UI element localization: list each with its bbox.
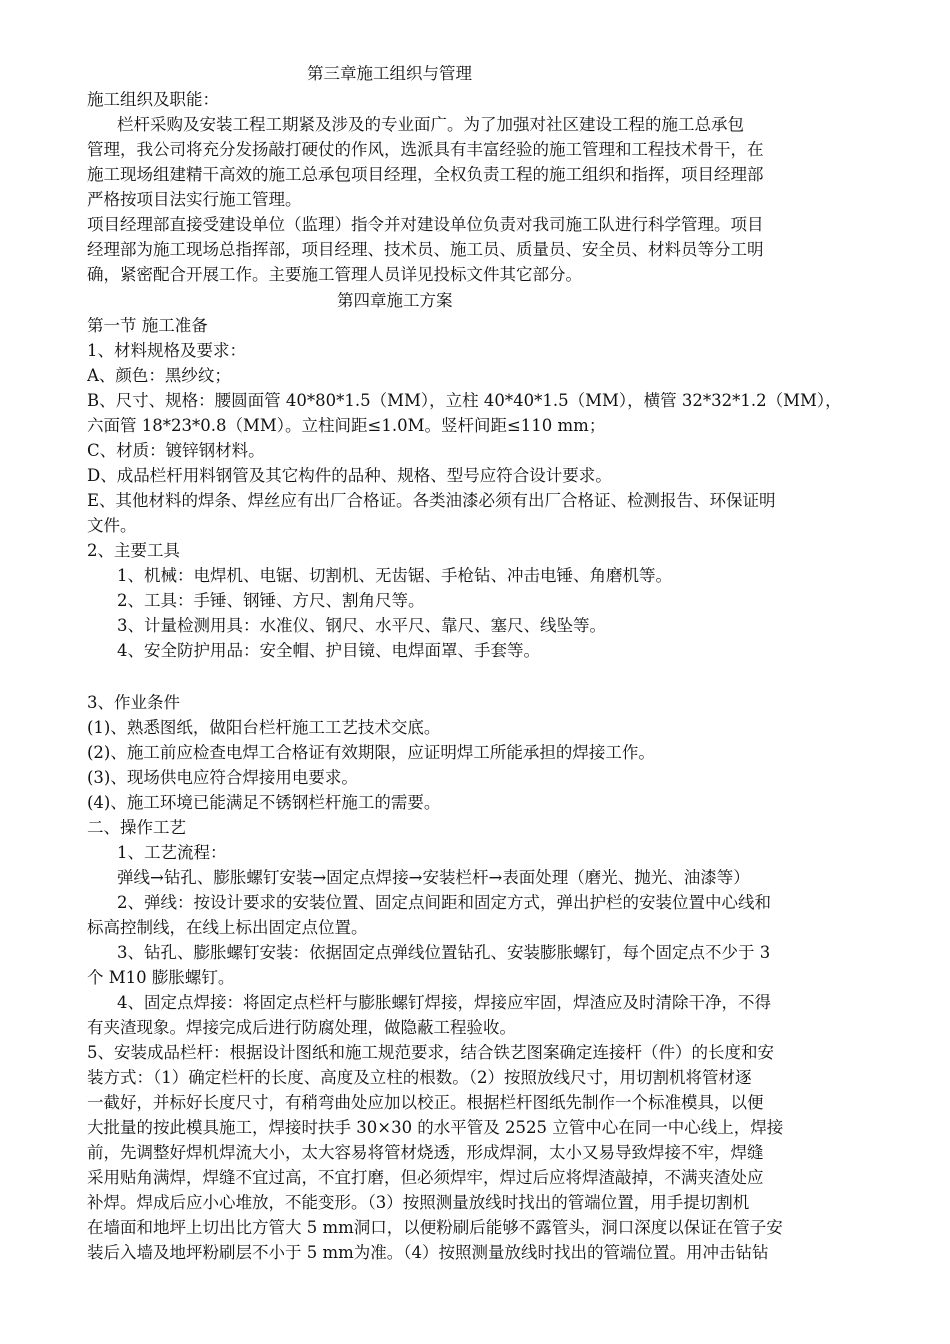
section-heading: 施工组织及职能： <box>87 90 219 109</box>
paragraph-line: 前，先调整好焊机焊流大小，太大容易将管材烧透，形成焊洞，太小又易导致焊接不牢，焊缝 <box>87 1143 764 1162</box>
chapter-3-title: 第三章施工组织与管理 <box>307 64 472 83</box>
list-item: (3)、现场供电应符合焊接用电要求。 <box>87 768 358 787</box>
list-item: C、材质：镀锌钢材料。 <box>87 441 265 460</box>
paragraph-line: 一截好，并标好长度尺寸，有稍弯曲处应加以校正。根据栏杆图纸先制作一个标准模具，以便 <box>87 1093 764 1112</box>
paragraph-line: 项目经理部直接受建设单位（监理）指令并对建设单位负责对我司施工队进行科学管理。项目 <box>87 215 764 234</box>
section-heading: 第一节 施工准备 <box>87 316 208 335</box>
list-item: (4)、施工环境已能满足不锈钢栏杆施工的需要。 <box>87 793 441 812</box>
paragraph-line: 在墙面和地坪上切出比方管大 5 mm洞口，以便粉刷后能够不露管头，洞口深度以保证在管子安 <box>87 1218 783 1237</box>
paragraph-line: 3、钻孔、膨胀螺钉安装：依据固定点弹线位置钻孔、安装膨胀螺钉，每个固定点不少于 3 <box>117 943 771 962</box>
paragraph-line: 5、安装成品栏杆：根据设计图纸和施工规范要求，结合铁艺图案确定连接杆（件）的长度和安 <box>87 1043 774 1062</box>
paragraph-line: 采用贴角满焊，焊缝不宜过高，不宜打磨，但必须焊牢，焊过后应将焊渣敲掉，不满夹渣处应 <box>87 1168 764 1187</box>
paragraph-line: 栏杆采购及安装工程工期紧及涉及的专业面广。为了加强对社区建设工程的施工总承包 <box>117 115 744 134</box>
paragraph-line: 施工现场组建精干高效的施工总承包项目经理，全权负责工程的施工组织和指挥，项目经理部 <box>87 165 764 184</box>
section-heading: 2、主要工具 <box>87 541 180 560</box>
section-heading: 二、操作工艺 <box>87 818 186 837</box>
list-item: (2)、施工前应检查电焊工合格证有效期限，应证明焊工所能承担的焊接工作。 <box>87 743 655 762</box>
paragraph-line: 大批量的按此模具施工，焊接时扶手 30×30 的水平管及 2525 立管中心在同一中心线上，焊接 <box>87 1118 784 1137</box>
paragraph-line: 2、弹线：按设计要求的安装位置、固定点间距和固定方式，弹出护栏的安装位置中心线和 <box>117 893 771 912</box>
list-item: 文件。 <box>87 516 137 535</box>
chapter-4-title: 第四章施工方案 <box>337 291 453 310</box>
paragraph-line: 装后入墙及地坪粉刷层不小于 5 mm为准。（4）按照测量放线时找出的管端位置。用冲击钻钻 <box>87 1243 769 1262</box>
paragraph-line: 装方式：（1）确定栏杆的长度、高度及立柱的根数。（2）按照放线尺寸，用切割机将管材逐 <box>87 1068 752 1087</box>
paragraph-line: 严格按项目法实行施工管理。 <box>87 190 302 209</box>
list-item: 1、工艺流程： <box>117 843 227 862</box>
list-item: 4、安全防护用品：安全帽、护目镜、电焊面罩、手套等。 <box>117 641 540 660</box>
section-heading: 3、作业条件 <box>87 693 180 712</box>
list-item: A、颜色：黑纱纹； <box>87 366 231 385</box>
list-item: 3、计量检测用具：水准仪、钢尺、水平尺、靠尺、塞尺、线坠等。 <box>117 616 606 635</box>
paragraph-line: 标高控制线，在线上标出固定点位置。 <box>87 918 368 937</box>
list-item: D、成品栏杆用料钢管及其它构件的品种、规格、型号应符合设计要求。 <box>87 466 612 485</box>
paragraph-line: 有夹渣现象。焊接完成后进行防腐处理，做隐蔽工程验收。 <box>87 1018 516 1037</box>
paragraph-line: 确，紧密配合开展工作。主要施工管理人员详见投标文件其它部分。 <box>87 265 582 284</box>
list-item: 1、机械：电焊机、电锯、切割机、无齿锯、手枪钻、冲击电锤、角磨机等。 <box>117 566 672 585</box>
paragraph-line: 个 M10 膨胀螺钉。 <box>87 968 235 987</box>
paragraph-line: 4、固定点焊接：将固定点栏杆与膨胀螺钉焊接，焊接应牢固，焊渣应及时清除干净，不得 <box>117 993 771 1012</box>
list-item: B、尺寸、规格：腰圆面管 40*80*1.5（MM），立柱 40*40*1.5（MM），横管 32*32*1.2（MM）， <box>87 391 842 410</box>
paragraph-line: 经理部为施工现场总指挥部，项目经理、技术员、施工员、质量员、安全员、材料员等分工明 <box>87 240 764 259</box>
list-item: 1、材料规格及要求： <box>87 341 246 360</box>
paragraph-line: 管理，我公司将充分发扬敲打硬仗的作风，选派具有丰富经验的施工管理和工程技术骨干，在 <box>87 140 764 159</box>
list-item: 2、工具：手锤、钢锤、方尺、割角尺等。 <box>117 591 425 610</box>
list-item: (1)、熟悉图纸，做阳台栏杆施工工艺技术交底。 <box>87 718 441 737</box>
list-item: E、其他材料的焊条、焊丝应有出厂合格证。各类油漆必须有出厂合格证、检测报告、环保证明 <box>87 491 776 510</box>
paragraph-line: 弹线→钻孔、膨胀螺钉安装→固定点焊接→安装栏杆→表面处理（磨光、抛光、油漆等） <box>117 868 750 887</box>
paragraph-line: 补焊。焊成后应小心堆放，不能变形。（3）按照测量放线时找出的管端位置，用手提切割机 <box>87 1193 750 1212</box>
list-item: 六面管 18*23*0.8（MM）。立柱间距≤1.0M。竖杆间距≤110 mm； <box>87 416 606 435</box>
